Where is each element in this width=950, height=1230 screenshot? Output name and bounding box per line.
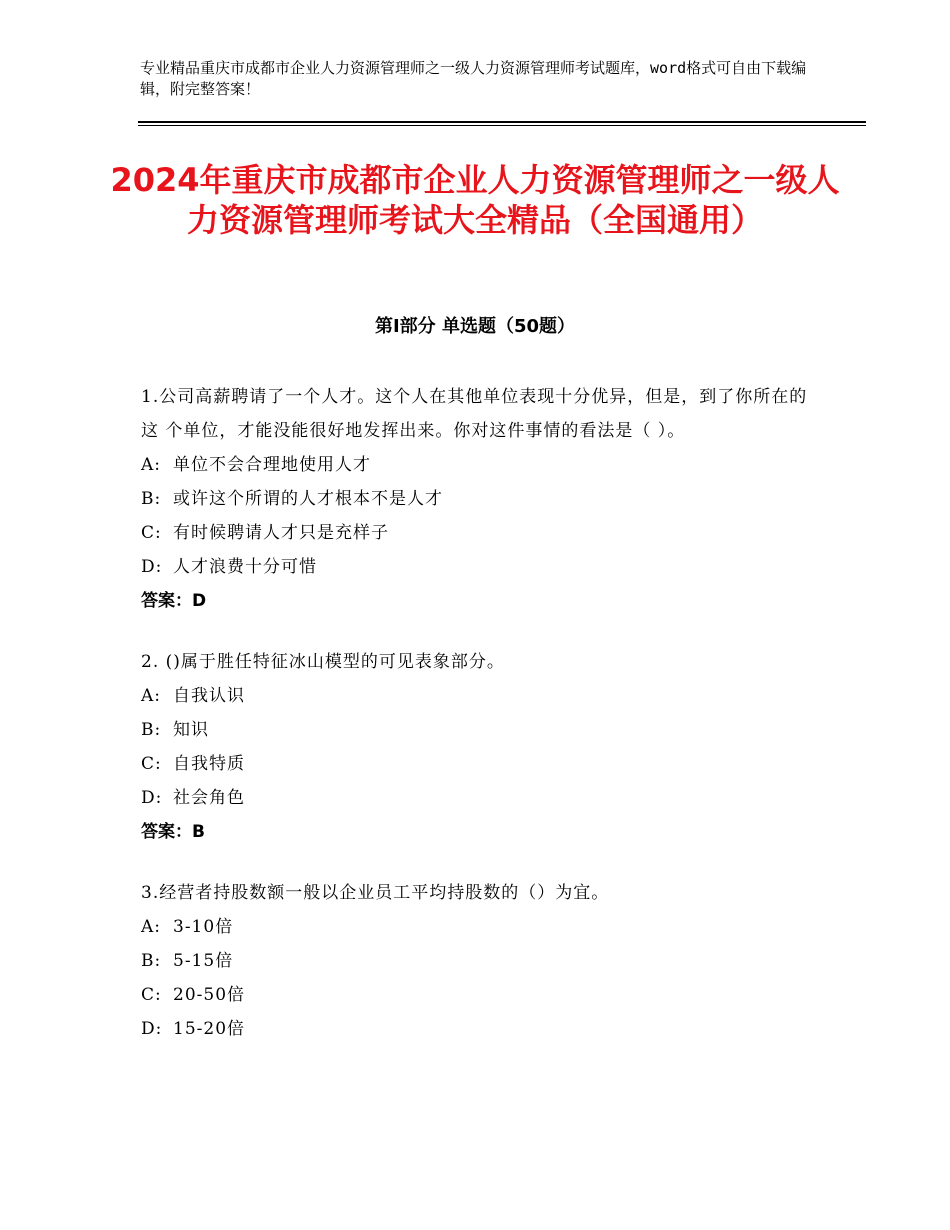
option-key: C: xyxy=(141,523,162,543)
option-b xyxy=(141,482,811,516)
option-a xyxy=(141,679,811,713)
option-key: D: xyxy=(141,557,163,577)
option-key: C: xyxy=(141,985,162,1005)
option-key: A: xyxy=(141,686,162,706)
option-d xyxy=(141,550,811,584)
answer-label: 答案：D xyxy=(141,591,207,611)
option-text: 人才浪费十分可惜 xyxy=(173,557,317,577)
option-key: B: xyxy=(141,489,162,509)
document-title: 2024年重庆市成都市企业人力资源管理师之一级人力资源管理师考试大全精品（全国通用） xyxy=(110,161,840,239)
question-stem: 1.公司高薪聘请了一个人才。这个人在其他单位表现十分优异，但是，到了你所在的这 个单位，才能没能很好地发挥出来。你对这件事情的看法是（ ）。 xyxy=(141,387,808,441)
header-note: 专业精品重庆市成都市企业人力资源管理师之一级人力资源管理师考试题库，word格式可自由下载编辑，附完整答案！ xyxy=(140,59,807,98)
question-2 xyxy=(141,645,811,849)
option-text: 15-20倍 xyxy=(173,1019,246,1039)
option-c xyxy=(141,747,811,781)
option-d xyxy=(141,1012,811,1046)
option-text: 3-10倍 xyxy=(173,917,234,937)
answer-label: 答案：B xyxy=(141,822,205,842)
option-b xyxy=(141,944,811,978)
header-divider-thick xyxy=(138,121,866,123)
option-d xyxy=(141,781,811,815)
question-3 xyxy=(141,876,811,1046)
option-text: 有时候聘请人才只是充样子 xyxy=(173,523,389,543)
header-divider-thin xyxy=(138,125,866,126)
question-1 xyxy=(141,380,811,618)
option-key: B: xyxy=(141,720,162,740)
option-c xyxy=(141,978,811,1012)
option-text: 知识 xyxy=(173,720,209,740)
question-stem: 2. ()属于胜任特征冰山模型的可见表象部分。 xyxy=(141,652,505,672)
question-list xyxy=(141,380,811,1073)
option-text: 自我认识 xyxy=(173,686,245,706)
option-a xyxy=(141,910,811,944)
option-key: D: xyxy=(141,788,163,808)
option-text: 自我特质 xyxy=(173,754,245,774)
option-c xyxy=(141,516,811,550)
option-a xyxy=(141,448,811,482)
option-text: 社会角色 xyxy=(173,788,245,808)
option-key: A: xyxy=(141,455,162,475)
option-text: 单位不会合理地使用人才 xyxy=(173,455,371,475)
option-text: 20-50倍 xyxy=(173,985,246,1005)
section-title: 第Ⅰ部分 单选题（50题） xyxy=(374,316,575,337)
option-key: B: xyxy=(141,951,162,971)
option-text: 或许这个所谓的人才根本不是人才 xyxy=(173,489,443,509)
option-text: 5-15倍 xyxy=(173,951,234,971)
question-stem: 3.经营者持股数额一般以企业员工平均持股数的（）为宜。 xyxy=(141,883,610,903)
option-key: A: xyxy=(141,917,162,937)
option-key: C: xyxy=(141,754,162,774)
option-key: D: xyxy=(141,1019,163,1039)
option-b xyxy=(141,713,811,747)
